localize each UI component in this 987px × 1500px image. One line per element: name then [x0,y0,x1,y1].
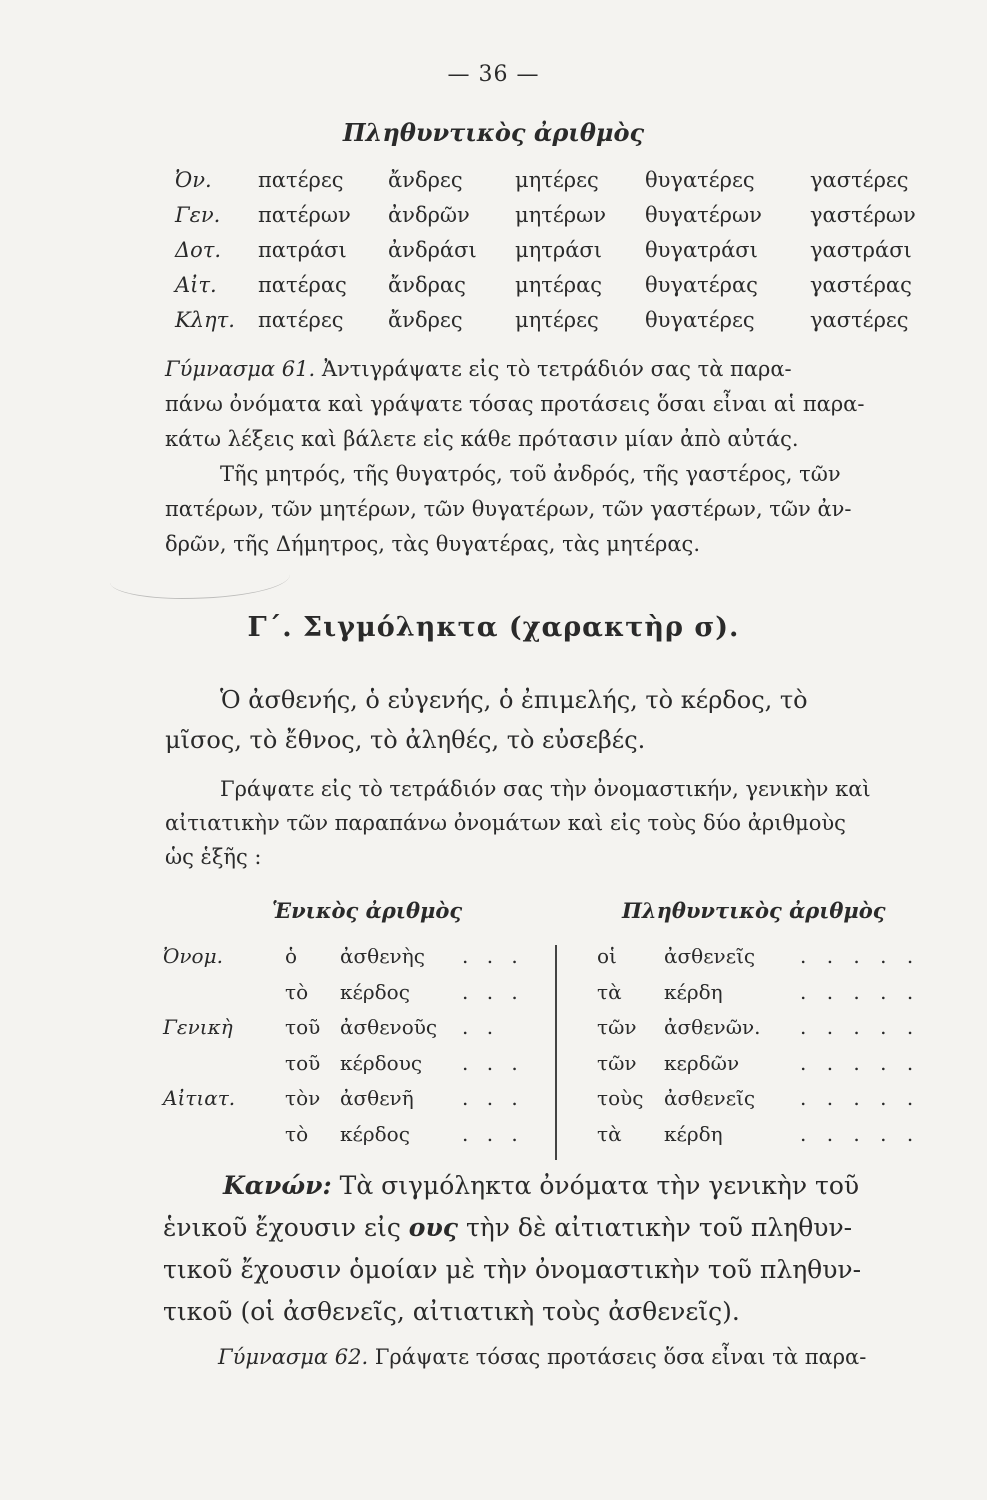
table-cell-pdots: . . . . . [800,1121,921,1146]
exercise-62-label: Γύμνασμα 62. [218,1345,369,1369]
instruction-line-3: ὡς ἑξῆς : [165,845,262,869]
table-row [0,980,987,1014]
section-title: Γ΄. Σιγμόληκτα (χαρακτὴρ σ). [247,612,740,643]
declension-form: μητέρων [515,203,606,227]
table-cell-art: τὸν [285,1086,321,1110]
rule-line-4: τικοῦ (οἱ ἀσθενεῖς, αἰτιατικὴ τοὺς ἀσθενεῖς). [163,1297,740,1326]
page-number: — 36 — [447,62,540,87]
table-cell-pword: ἀσθενεῖς [664,944,756,968]
declension-form: γαστράσι [810,238,912,262]
table-plural-heading: Πληθυντικὸς ἀριθμὸς [622,898,886,923]
declension-form: γαστέρες [810,308,909,332]
table-cell-pword: κέρδη [664,1121,723,1146]
table-cell-art: τοῦ [285,1050,321,1075]
exercise-61 [165,352,955,562]
declension-form: γαστέρες [810,168,909,192]
exercise-61-words-3: δρῶν, τῆς Δήμητρος, τὰς θυγατέρας, τὰς μητέρας. [165,532,700,556]
declension-form: πατέρας [258,273,347,297]
rule-line-2b: τὴν δὲ αἰτιατικὴν τοῦ πληθυν- [458,1213,853,1242]
table-row [0,1086,987,1120]
table-row [0,1015,987,1049]
declension-form: ἀνδρῶν [388,203,470,227]
declension-form: θυγατέρας [645,273,758,297]
examples-line-1: Ὁ ἀσθενής, ὁ εὐγενής, ὁ ἐπιμελής, τὸ κέρδος, τὸ [220,686,808,714]
declension-row [0,273,987,303]
declension-form: ἄνδρες [388,168,463,192]
declension-row [0,203,987,233]
case-label: Ὀν. [175,168,212,192]
declension-form: μητράσι [515,238,602,262]
declension-row [0,168,987,198]
declension-form: γαστέρων [810,203,916,227]
rule [163,1165,963,1333]
table-cell-pword: κέρδη [664,979,723,1004]
exercise-62 [218,1345,866,1369]
table-row [0,1122,987,1156]
table-cell-part: οἱ [597,944,617,968]
table-cell-word: ἀσθενῆ [340,1086,414,1110]
table-cell-dots: . . . [462,1121,524,1146]
case-label: Αἰτ. [175,273,217,297]
table-cell-part: τὰ [597,979,622,1004]
table-cell-dots: . . . [462,1050,524,1075]
declension-row [0,308,987,338]
table-cell-part: τὰ [597,1121,622,1146]
rule-line-1: Τὰ σιγμόληκτα ὀνόματα τὴν γενικὴν τοῦ [331,1171,860,1200]
declension-form: πατέρες [258,168,344,192]
table-cell-case: Γενικὴ [163,1015,233,1039]
case-label: Γεν. [175,203,221,227]
exercise-61-line-3: κάτω λέξεις καὶ βάλετε εἰς κάθε πρότασιν μίαν ἀπὸ αὐτάς. [165,427,799,451]
declension-form: πατέρες [258,308,344,332]
table-cell-pdots: . . . . . [800,1015,921,1039]
table-cell-pdots: . . . . . [800,1050,921,1075]
declension-form: ἄνδρας [388,273,466,297]
table-cell-case: Ὀνομ. [163,944,223,968]
table-cell-pdots: . . . . . [800,979,921,1004]
instruction [165,772,955,874]
table-row [0,944,987,978]
exercise-61-line-2: πάνω ὀνόματα καὶ γράψατε τόσας προτάσεις ὅσαι εἶναι αἱ παρα- [165,392,865,416]
table-cell-word: κέρδος [340,979,410,1004]
exercise-61-label: Γύμνασμα 61. [165,357,316,381]
case-label: Κλητ. [175,308,235,332]
rule-ending: ους [408,1213,459,1242]
examples-line-2: μῖσος, τὸ ἔθνος, τὸ ἀληθές, τὸ εὐσεβές. [165,726,646,754]
declension-form: πατέρων [258,203,351,227]
table-cell-pdots: . . . . . [800,944,921,968]
singular-heading: Ἑνικὸς ἀριθμὸς [272,898,463,923]
table-cell-dots: . . . [462,944,524,968]
rule-line-2a: ἑνικοῦ ἔχουσιν εἰς [163,1213,409,1242]
declension-form: θυγατράσι [645,238,758,262]
rule-label: Κανών: [223,1171,332,1200]
exercise-62-text: Γράψατε τόσας προτάσεις ὅσα εἶναι τὰ παρα- [368,1345,867,1369]
exercise-61-words-1: Τῆς μητρός, τῆς θυγατρός, τοῦ ἀνδρός, τῆς γαστέρος, τῶν [220,462,841,486]
declension-form: πατράσι [258,238,347,262]
table-cell-dots: . . . [462,979,524,1004]
table-cell-dots: . . . [462,1086,524,1110]
instruction-line-1: Γράψατε εἰς τὸ τετράδιόν σας τὴν ὀνομαστικήν, γενικὴν καὶ [220,777,871,801]
exercise-61-words-2: πατέρων, τῶν μητέρων, τῶν θυγατέρων, τῶν γαστέρων, τῶν ἀν- [165,497,852,521]
table-cell-art: τοῦ [285,1015,321,1039]
exercise-61-line-1: Ἀντιγράψατε εἰς τὸ τετράδιόν σας τὰ παρα- [315,357,792,381]
table-cell-part: τῶν [597,1015,637,1039]
instruction-line-2: αἰτιατικὴν τῶν παραπάνω ὀνομάτων καὶ εἰς τοὺς δύο ἀριθμοὺς [165,811,846,835]
table-cell-word: ἀσθενὴς [340,944,425,968]
table-cell-pword: ἀσθενεῖς [664,1086,756,1110]
table-cell-pdots: . . . . . [800,1086,921,1110]
table-cell-pword: κερδῶν [664,1050,740,1075]
plural-heading: Πληθυντικὸς ἀριθμὸς [342,118,645,147]
declension-form: γαστέρας [810,273,912,297]
table-cell-pword: ἀσθενῶν. [664,1015,761,1039]
case-label: Δοτ. [175,238,222,262]
table-cell-word: κέρδος [340,1121,410,1146]
table-cell-word: ἀσθενοῦς [340,1015,438,1039]
table-cell-art: ὁ [285,944,298,968]
declension-form: θυγατέρες [645,308,755,332]
declension-form: μητέρες [515,308,599,332]
declension-form: μητέρας [515,273,603,297]
table-cell-case: Αἰτιατ. [163,1086,236,1110]
table-cell-art: τὸ [285,979,309,1004]
declension-form: θυγατέρων [645,203,762,227]
declension-form: μητέρες [515,168,599,192]
table-cell-part: τῶν [597,1050,637,1075]
underline-mark [110,558,290,599]
table-cell-art: τὸ [285,1121,309,1146]
declension-form: ἀνδράσι [388,238,477,262]
rule-line-3: τικοῦ ἔχουσιν ὁμοίαν μὲ τὴν ὀνομαστικὴν τοῦ πληθυν- [163,1255,862,1284]
examples [165,680,955,760]
declension-row [0,238,987,268]
table-row [0,1051,987,1085]
declension-form: θυγατέρες [645,168,755,192]
table-cell-dots: . . [462,1015,500,1039]
table-cell-word: κέρδους [340,1050,423,1075]
table-cell-part: τοὺς [597,1086,644,1110]
declension-form: ἄνδρες [388,308,463,332]
